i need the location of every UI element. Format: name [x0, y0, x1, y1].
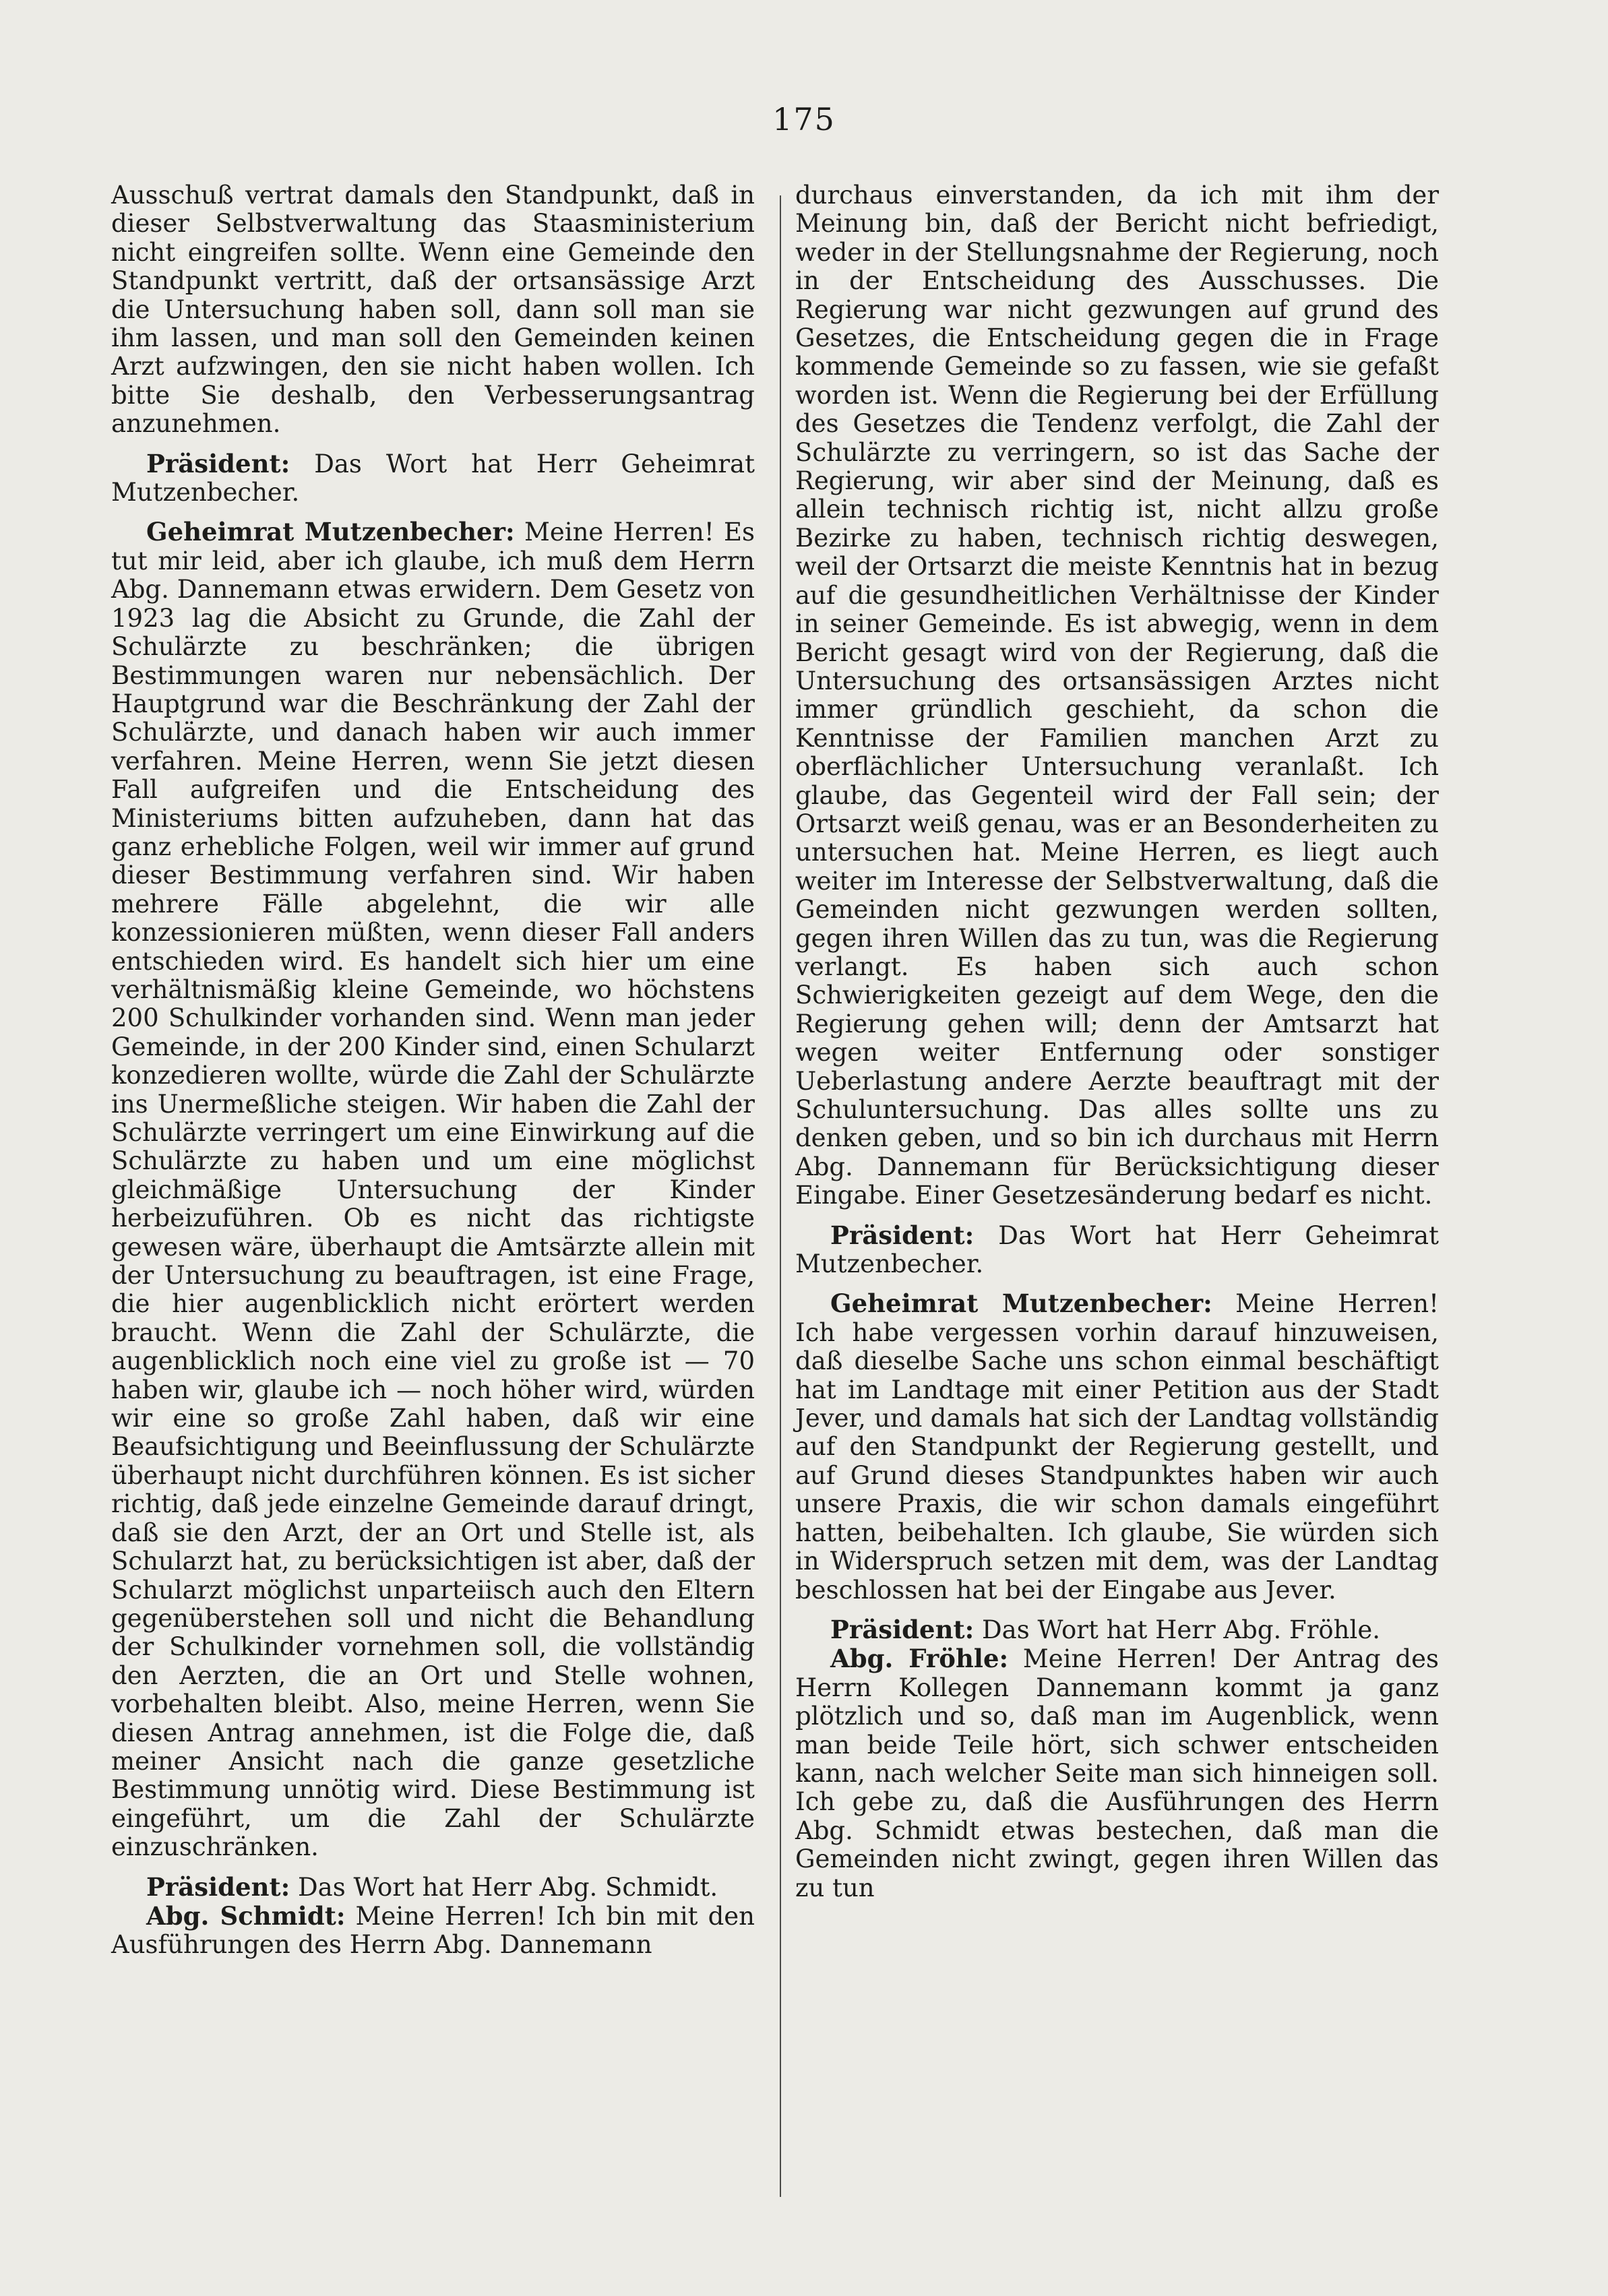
paragraph-text: Meine Herren! Ich bin mit den Ausführungen des Herrn Abg. Dannemann — [111, 1901, 755, 1960]
paragraph — [795, 1221, 1439, 1279]
speaker-label: Präsident: — [146, 1871, 290, 1902]
paragraph — [795, 1644, 1439, 1902]
paragraph — [111, 449, 755, 507]
paragraph-text: Meine Herren! Ich habe vergessen vorhin darauf hinzuweisen, daß dieselbe Sache uns schon einmal beschäftigt hat im Landtage mit einer Petition aus der Stadt Jever, und damals hat sich der Landtag vollständig auf den Standpunkt der Regierung gestellt, und auf Grund dieses Standpunktes haben wir auch unsere Praxis, die wir schon damals eingeführt hatten, beibehalten. Ich glaube, Sie würden sich in Widerspruch setzen mit dem, was der Landtag beschlossen hat bei der Eingabe aus Jever. — [795, 1289, 1439, 1605]
paragraph — [111, 181, 755, 439]
paragraph-text: Meine Herren! Es tut mir leid, aber ich glaube, ich muß dem Herrn Abg. Dannemann etwas erwidern. Dem Gesetz von 1923 lag die Absicht zu Grunde, die Zahl der Schulärzte zu beschränken; die übrigen Bestimmungen waren nur nebensächlich. Der Hauptgrund war die Beschränkung der Zahl der Schulärzte, und danach haben wir auch immer verfahren. Meine Herren, wenn Sie jetzt diesen Fall aufgreifen und die Entscheidung des Ministeriums bitten aufzuheben, dann hat das ganz erhebliche Folgen, weil wir immer auf grund dieser Bestimmung verfahren sind. Wir haben mehrere Fälle abgelehnt, die wir alle konzessionieren müßten, wenn dieser Fall anders entschieden wird. Es handelt sich hier um eine verhältnismäßig kleine Gemeinde, wo höchstens 200 Schulkinder vorhanden sind. Wenn man jeder Gemeinde, in der 200 Kinder sind, einen Schularzt konzedieren wollte, würde die Zahl der Schulärzte ins Unermeßliche steigen. Wir haben die Zahl der Schulärzte verringert um eine Einwirkung auf die Schulärzte zu haben und um eine möglichst gleichmäßige Untersuchung der Kinder herbeizuführen. Ob es nicht das richtigste gewesen wäre, überhaupt die Amtsärzte allein mit der Untersuchung zu beauftragen, ist eine Frage, die hier augenblicklich nicht erörtert werden braucht. Wenn die Zahl der Schulärzte, die augenblicklich noch eine viel zu große ist — 70 haben wir, glaube ich — noch höher wird, würden wir eine so große Zahl haben, daß wir eine Beaufsichtigung und Beeinflussung der Schulärzte überhaupt nicht durchführen können. Es ist sicher richtig, daß jede einzelne Gemeinde darauf dringt, daß sie den Arzt, der an Ort und Stelle ist, als Schularzt hat, zu berücksichtigen ist aber, daß der Schularzt möglichst unparteiisch auch den Eltern gegenüberstehen soll und nicht die Behandlung der Schulkinder vornehmen soll, die vollständig den Aerzten, die an Ort und Stelle wohnen, vorbehalten bleibt. Also, meine Herren, wenn Sie diesen Antrag annehmen, ist die Folge die, daß meiner Ansicht nach die ganze gesetzliche Bestimmung unnötig wird. Diese Bestimmung ist eingeführt, um die Zahl der Schulärzte einzuschränken. — [111, 518, 755, 1862]
speaker-label: Präsident: — [830, 1220, 975, 1250]
speaker-label: Präsident: — [830, 1614, 975, 1644]
paragraph — [795, 181, 1439, 1210]
column-divider — [780, 195, 781, 2197]
page-number: 175 — [772, 101, 836, 137]
paragraph — [111, 1873, 755, 1902]
paragraph — [111, 518, 755, 1861]
paragraph-text: Das Wort hat Herr Abg. Schmidt. — [298, 1872, 718, 1902]
paragraph — [795, 1615, 1439, 1644]
speaker-label: Geheimrat Mutzenbecher: — [830, 1289, 1212, 1319]
right-column — [795, 181, 1439, 1902]
paragraph-text: Das Wort hat Herr Geheimrat Mutzenbecher. — [111, 449, 755, 507]
paragraph-text: Meine Herren! Der Antrag des Herrn Kollegen Dannemann kommt ja ganz plötzlich und so, daß man im Augenblick, wenn man beide Teile hört, sich schwer entscheiden kann, nach welcher Seite man sich hinneigen soll. Ich gebe zu, daß die Ausführungen des Herrn Abg. Schmidt etwas bestechen, daß man die Gemeinden nicht zwingt, gegen ihren Willen das zu tun — [795, 1644, 1439, 1902]
paragraph-text: Ausschuß vertrat damals den Standpunkt, daß in dieser Selbstverwaltung das Staasministerium nicht eingreifen sollte. Wenn eine Gemeinde den Standpunkt vertritt, daß der ortsansässige Arzt die Untersuchung haben soll, dann soll man sie ihm lassen, und man soll den Gemeinden keinen Arzt aufzwingen, den sie nicht haben wollen. Ich bitte Sie deshalb, den Verbesserungsantrag anzunehmen. — [111, 181, 755, 439]
speaker-label: Abg. Schmidt: — [146, 1900, 346, 1931]
speaker-label: Geheimrat Mutzenbecher: — [146, 517, 515, 547]
paragraph-text: Das Wort hat Herr Abg. Fröhle. — [982, 1615, 1380, 1644]
speaker-label: Präsident: — [146, 448, 290, 478]
left-column — [111, 181, 755, 1960]
paragraph-text: durchaus einverstanden, da ich mit ihm der Meinung bin, daß der Bericht nicht befriedigt, weder in der Stellungsnahme der Regierung, noch in der Entscheidung des Ausschusses. Die Regierung war nicht gezwungen auf grund des Gesetzes, die Entscheidung gegen die in Frage kommende Gemeinde so zu fassen, wie sie gefaßt worden ist. Wenn die Regierung bei der Erfüllung des Gesetzes die Tendenz verfolgt, die Zahl der Schulärzte zu verringern, so ist das Sache der Regierung, wir aber sind der Meinung, daß es allein technisch richtig ist, nicht allzu große Bezirke zu haben, technisch richtig deswegen, weil der Ortsarzt die meiste Kenntnis hat in bezug auf die gesundheitlichen Verhältnisse der Kinder in seiner Gemeinde. Es ist abwegig, wenn in dem Bericht gesagt wird von der Regierung, daß die Untersuchung des ortsansässigen Arztes nicht immer gründlich geschieht, da schon die Kenntnisse der Familien manchen Arzt zu oberflächlicher Untersuchung veranlaßt. Ich glaube, das Gegenteil wird der Fall sein; der Ortsarzt weiß genau, was er an Besonderheiten zu untersuchen hat. Meine Herren, es liegt auch weiter im Interesse der Selbstverwaltung, daß die Gemeinden nicht gezwungen werden sollten, gegen ihren Willen das zu tun, was die Regierung verlangt. Es haben sich auch schon Schwierigkeiten gezeigt auf dem Wege, den die Regierung gehen will; denn der Amtsarzt hat wegen weiter Entfernung oder sonstiger Ueberlastung andere Aerzte beauftragt mit der Schuluntersuchung. Das alles sollte uns zu denken geben, und so bin ich durchaus mit Herrn Abg. Dannemann für Berücksichtigung dieser Eingabe. Einer Gesetzesänderung bedarf es nicht. — [795, 181, 1439, 1210]
paragraph — [111, 1902, 755, 1960]
paragraph-text: Das Wort hat Herr Geheimrat Mutzenbecher. — [795, 1220, 1439, 1279]
speaker-label: Abg. Fröhle: — [830, 1644, 1009, 1674]
paragraph — [795, 1289, 1439, 1604]
